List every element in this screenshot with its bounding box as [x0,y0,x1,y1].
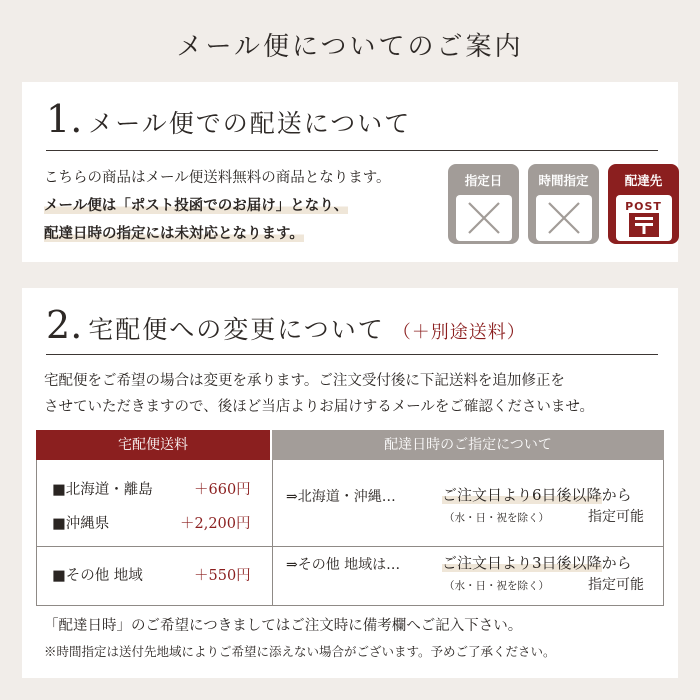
cross-icon [536,195,592,241]
section2-heading [46,303,526,347]
section1-title: メール便での配送について [88,109,412,138]
badge-date [448,164,519,244]
section2-line-2: させていただきますので、後ほど当店よりお届けするメールをご確認くださいませ。 [44,399,594,415]
section2-body [44,368,594,420]
courier-change-card [22,288,678,678]
delivery-note-2: （水・日・祝を除く） [444,580,549,592]
delivery-note-1: （水・日・祝を除く） [444,512,549,524]
page-title: メール便についてのご案内 [176,32,524,62]
price-okinawa: ＋2,200円 [180,516,251,532]
badge-time [528,164,599,244]
delivery-possible-1: 指定可能 [588,509,644,525]
cross-icon [456,195,512,241]
post-icon [616,195,672,241]
section1-line-1: こちらの商品はメール便送料無料の商品となります。 [44,170,391,186]
price-hokkaido: ＋660円 [194,482,251,498]
section2-number: 2 [46,303,71,347]
badge-destination-label: 配達先 [624,173,663,188]
delivery-target-1: ⇒北海道・沖縄… [286,489,396,505]
delivery-condition-2: ご注文日より3日後以降から [442,554,632,572]
shipping-fee-header: 宅配便送料 [36,430,270,460]
table-divider-vertical [272,460,273,606]
section2-line-1: 宅配便をご希望の場合は変更を承ります。ご注文受付後に下記送料を追加修正を [44,373,565,389]
badge-time-label: 時間指定 [538,173,589,188]
delivery-target-2: ⇒その他 地域は… [286,557,401,573]
postal-mark-icon [629,213,659,237]
region-okinawa: ■沖縄県 [52,516,110,532]
region-hokkaido: ■北海道・離島 [52,482,153,498]
delivery-date-header: 配達日時のご指定について [272,430,664,460]
footnote-delivery-date: 「配達日時」のご希望につきましてはご注文時に備考欄へご記入下さい。 [44,618,523,634]
mail-delivery-card [22,82,678,262]
section2-subtitle: （＋別途送料） [392,322,526,343]
badge-date-label: 指定日 [464,173,503,188]
post-word: POST [625,199,662,213]
section1-divider [46,150,658,151]
section2-dot: . [70,303,83,347]
delivery-condition-1: ご注文日より6日後以降から [442,486,632,504]
badge-destination [608,164,679,244]
region-other: ■その他 地域 [52,568,143,584]
price-other: ＋550円 [194,568,251,584]
badge-group [448,164,679,244]
footnote-time-specification: ※時間指定は送付先地域によりご希望に添えない場合がございます。予めご了承ください。 [44,644,556,659]
table-divider-horizontal [36,546,664,547]
section1-dot: . [70,97,83,141]
section1-line-2: メール便は「ポスト投函でのお届け」となり、 [44,197,349,214]
delivery-possible-2: 指定可能 [588,577,644,593]
section1-line-3: 配達日時の指定には未対応となります。 [44,225,304,242]
section1-heading [46,97,412,141]
section2-title: 宅配便への変更について [88,315,385,344]
section1-number: 1 [46,97,71,141]
section1-body [44,164,391,248]
section2-divider [46,354,658,355]
